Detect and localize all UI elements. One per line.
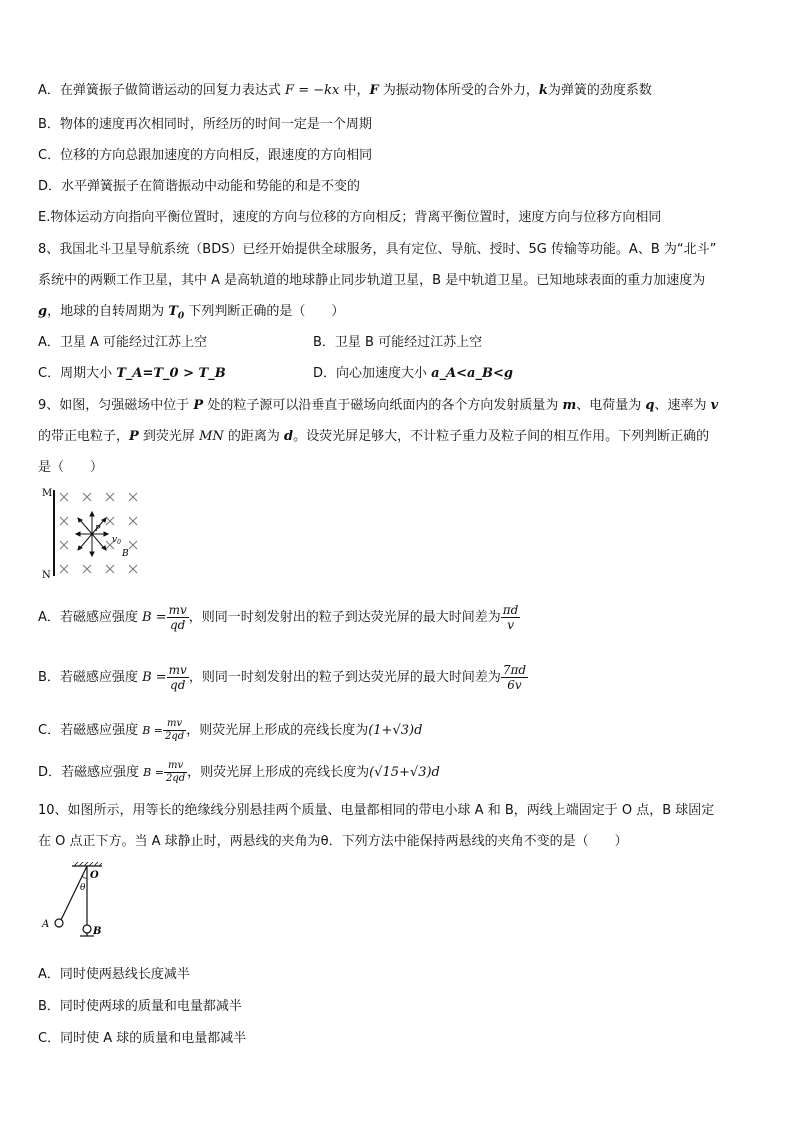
fraction-mv-2qd: $\frac{mv}{2qd}$ [165,718,185,742]
var-F: F [369,83,379,98]
fraction-7pid-6v: $\frac{7\pi d}{6v}$ [502,663,527,692]
pendulum-figure [40,862,120,948]
q8-option-d-text: D．向心加速度大小 [313,366,432,381]
magnetic-field-figure [40,484,150,580]
acceleration-relation: a_A<a_B<g [431,366,513,381]
q10-stem-line1: 10、如图所示，用等长的绝缘线分别悬挂两个质量、电量都相同的带电小球 A 和 B，两线上端固定于 O 点，B 球固定 [38,803,715,818]
var-g: g [38,304,48,319]
label-B: B [93,926,102,937]
q7-option-b: B．物体的速度再次相同时，所经历的时间一定是一个周期 [38,117,372,132]
q9-option-a-text: A．若磁感应强度 [38,610,143,625]
label-v0: $v_0$ [112,535,121,546]
q9-option-d-mid: ，则荧光屏上形成的亮线长度为 [187,765,370,780]
label-theta: θ [80,883,86,893]
q9-stem-line2 [38,428,709,446]
q7-option-a-text3: 为振动物体所受的合外力， [378,83,539,98]
q9-text7: 的距离为 [223,429,285,444]
period-relation: T_A=T_0 > T_B [116,366,226,381]
var-P: P [193,398,204,413]
var-T0-sub: 0 [177,311,185,322]
ball-b [83,925,91,933]
q7-option-c: C．位移的方向总跟加速度的方向相反，跟速度的方向相同 [38,148,373,163]
var-v: v [710,398,719,413]
q10-option-c: C．同时使 A 球的质量和电量都减半 [38,1031,247,1046]
q8-option-b: B．卫星 B 可能经过江苏上空 [313,335,483,350]
q9-stem-line1 [38,397,718,415]
q7-option-a-text4: 为弹簧的劲度系数 [547,83,652,98]
q9-option-b-mid: ，则同一时刻发射出的粒子到达荧光屏的最大时间差为 [188,670,501,685]
b-label: B = [142,610,167,625]
var-MN: MN [199,429,224,444]
q9-text5: 的带正电粒子， [38,429,130,444]
b-label: B = [142,724,164,737]
label-O: O [90,870,99,881]
q9-text3: 、电荷量为 [576,398,646,413]
q9-option-c-mid: ，则荧光屏上形成的亮线长度为 [186,723,369,738]
fraction-mv-qd: $\frac{mv}{qd}$ [168,603,187,632]
angle-arc [82,876,87,878]
q9-text4: 、速率为 [654,398,711,413]
var-P2: P [129,429,139,444]
q8-option-c [38,365,226,383]
label-M: M [42,488,53,499]
answer-length-c: (1+√3)d [368,723,423,738]
q8-option-a: A．卫星 A 可能经过江苏上空 [38,335,208,350]
fraction-mv-2qd: $\frac{mv}{2qd}$ [165,760,186,784]
q8-text2: 下列判断正确的是（ ） [184,304,345,319]
hooke-formula: F = −kx [285,83,340,98]
var-d: d [284,429,294,444]
field-crosses [60,493,137,573]
var-m: m [562,398,577,413]
q9-text6: 到荧光屏 [138,429,200,444]
b-label: B = [142,670,167,685]
q10-option-a: A．同时使两悬线长度减半 [38,967,190,982]
q9-option-b [38,658,528,698]
q7-option-d: D．水平弹簧振子在简谐振动中动能和势能的和是不变的 [38,179,361,194]
q9-text1: 9、如图，匀强磁场中位于 [38,398,194,413]
q9-stem-line3: 是（ ） [38,460,104,475]
answer-length-d: (√15+√3)d [369,765,440,780]
q9-text2: 处的粒子源可以沿垂直于磁场向纸面内的各个方向发射质量为 [203,398,563,413]
q8-option-c-text: C．周期大小 [38,366,117,381]
thread-a [61,866,87,920]
q9-option-b-text: B．若磁感应强度 [38,670,143,685]
label-P: P [95,524,101,533]
q9-text8: 。设荧光屏足够大，不计粒子重力及粒子间的相互作用。下列判断正确的 [293,429,710,444]
q8-stem-line3 [38,303,344,326]
q10-stem-line2: 在 O 点正下方。当 A 球静止时，两悬线的夹角为θ．下列方法中能保持两悬线的夹角不变的是（ ） [38,834,628,849]
q8-stem-line2: 系统中的两颗工作卫星，其中 A 是高轨道的地球静止同步轨道卫星，B 是中轨道卫星。已知地球表面的重力加速度为 [38,273,706,288]
q7-option-a-text: A．在弹簧振子做简谐运动的回复力表达式 [38,83,281,98]
var-q: q [645,398,655,413]
var-T0: T [168,304,178,319]
b-label: B = [143,766,164,779]
q9-option-d-text: D．若磁感应强度 [38,765,144,780]
q9-option-a-mid: ，则同一时刻发射出的粒子到达荧光屏的最大时间差为 [188,610,501,625]
q8-text: ，地球的自转周期为 [47,304,169,319]
q7-option-a [38,82,652,100]
q7-option-e: E.物体运动方向指向平衡位置时，速度的方向与位移的方向相反；背离平衡位置时，速度方向与位移方向相同 [38,210,662,225]
var-k: k [538,83,548,98]
label-A: A [42,919,50,930]
q9-option-c-text: C．若磁感应强度 [38,723,143,738]
q9-option-d [38,755,440,791]
q8-stem-line1: 8、我国北斗卫星导航系统（BDS）已经开始提供全球服务，具有定位、导航、授时、5G 传输等功能。A、B 为“北斗” [38,242,717,257]
q9-option-a [38,598,520,638]
velocity-arrows [76,512,108,556]
label-B: B [122,549,129,559]
fraction-pid-v: $\frac{\pi d}{v}$ [502,603,519,632]
fraction-mv-qd: $\frac{mv}{qd}$ [168,663,187,692]
ball-a [55,919,63,927]
label-N: N [42,570,51,580]
q8-option-d [313,365,513,383]
q9-option-c [38,713,422,749]
q7-option-a-text2: 中， [343,83,370,98]
q10-option-b: B．同时使两球的质量和电量都减半 [38,999,242,1014]
